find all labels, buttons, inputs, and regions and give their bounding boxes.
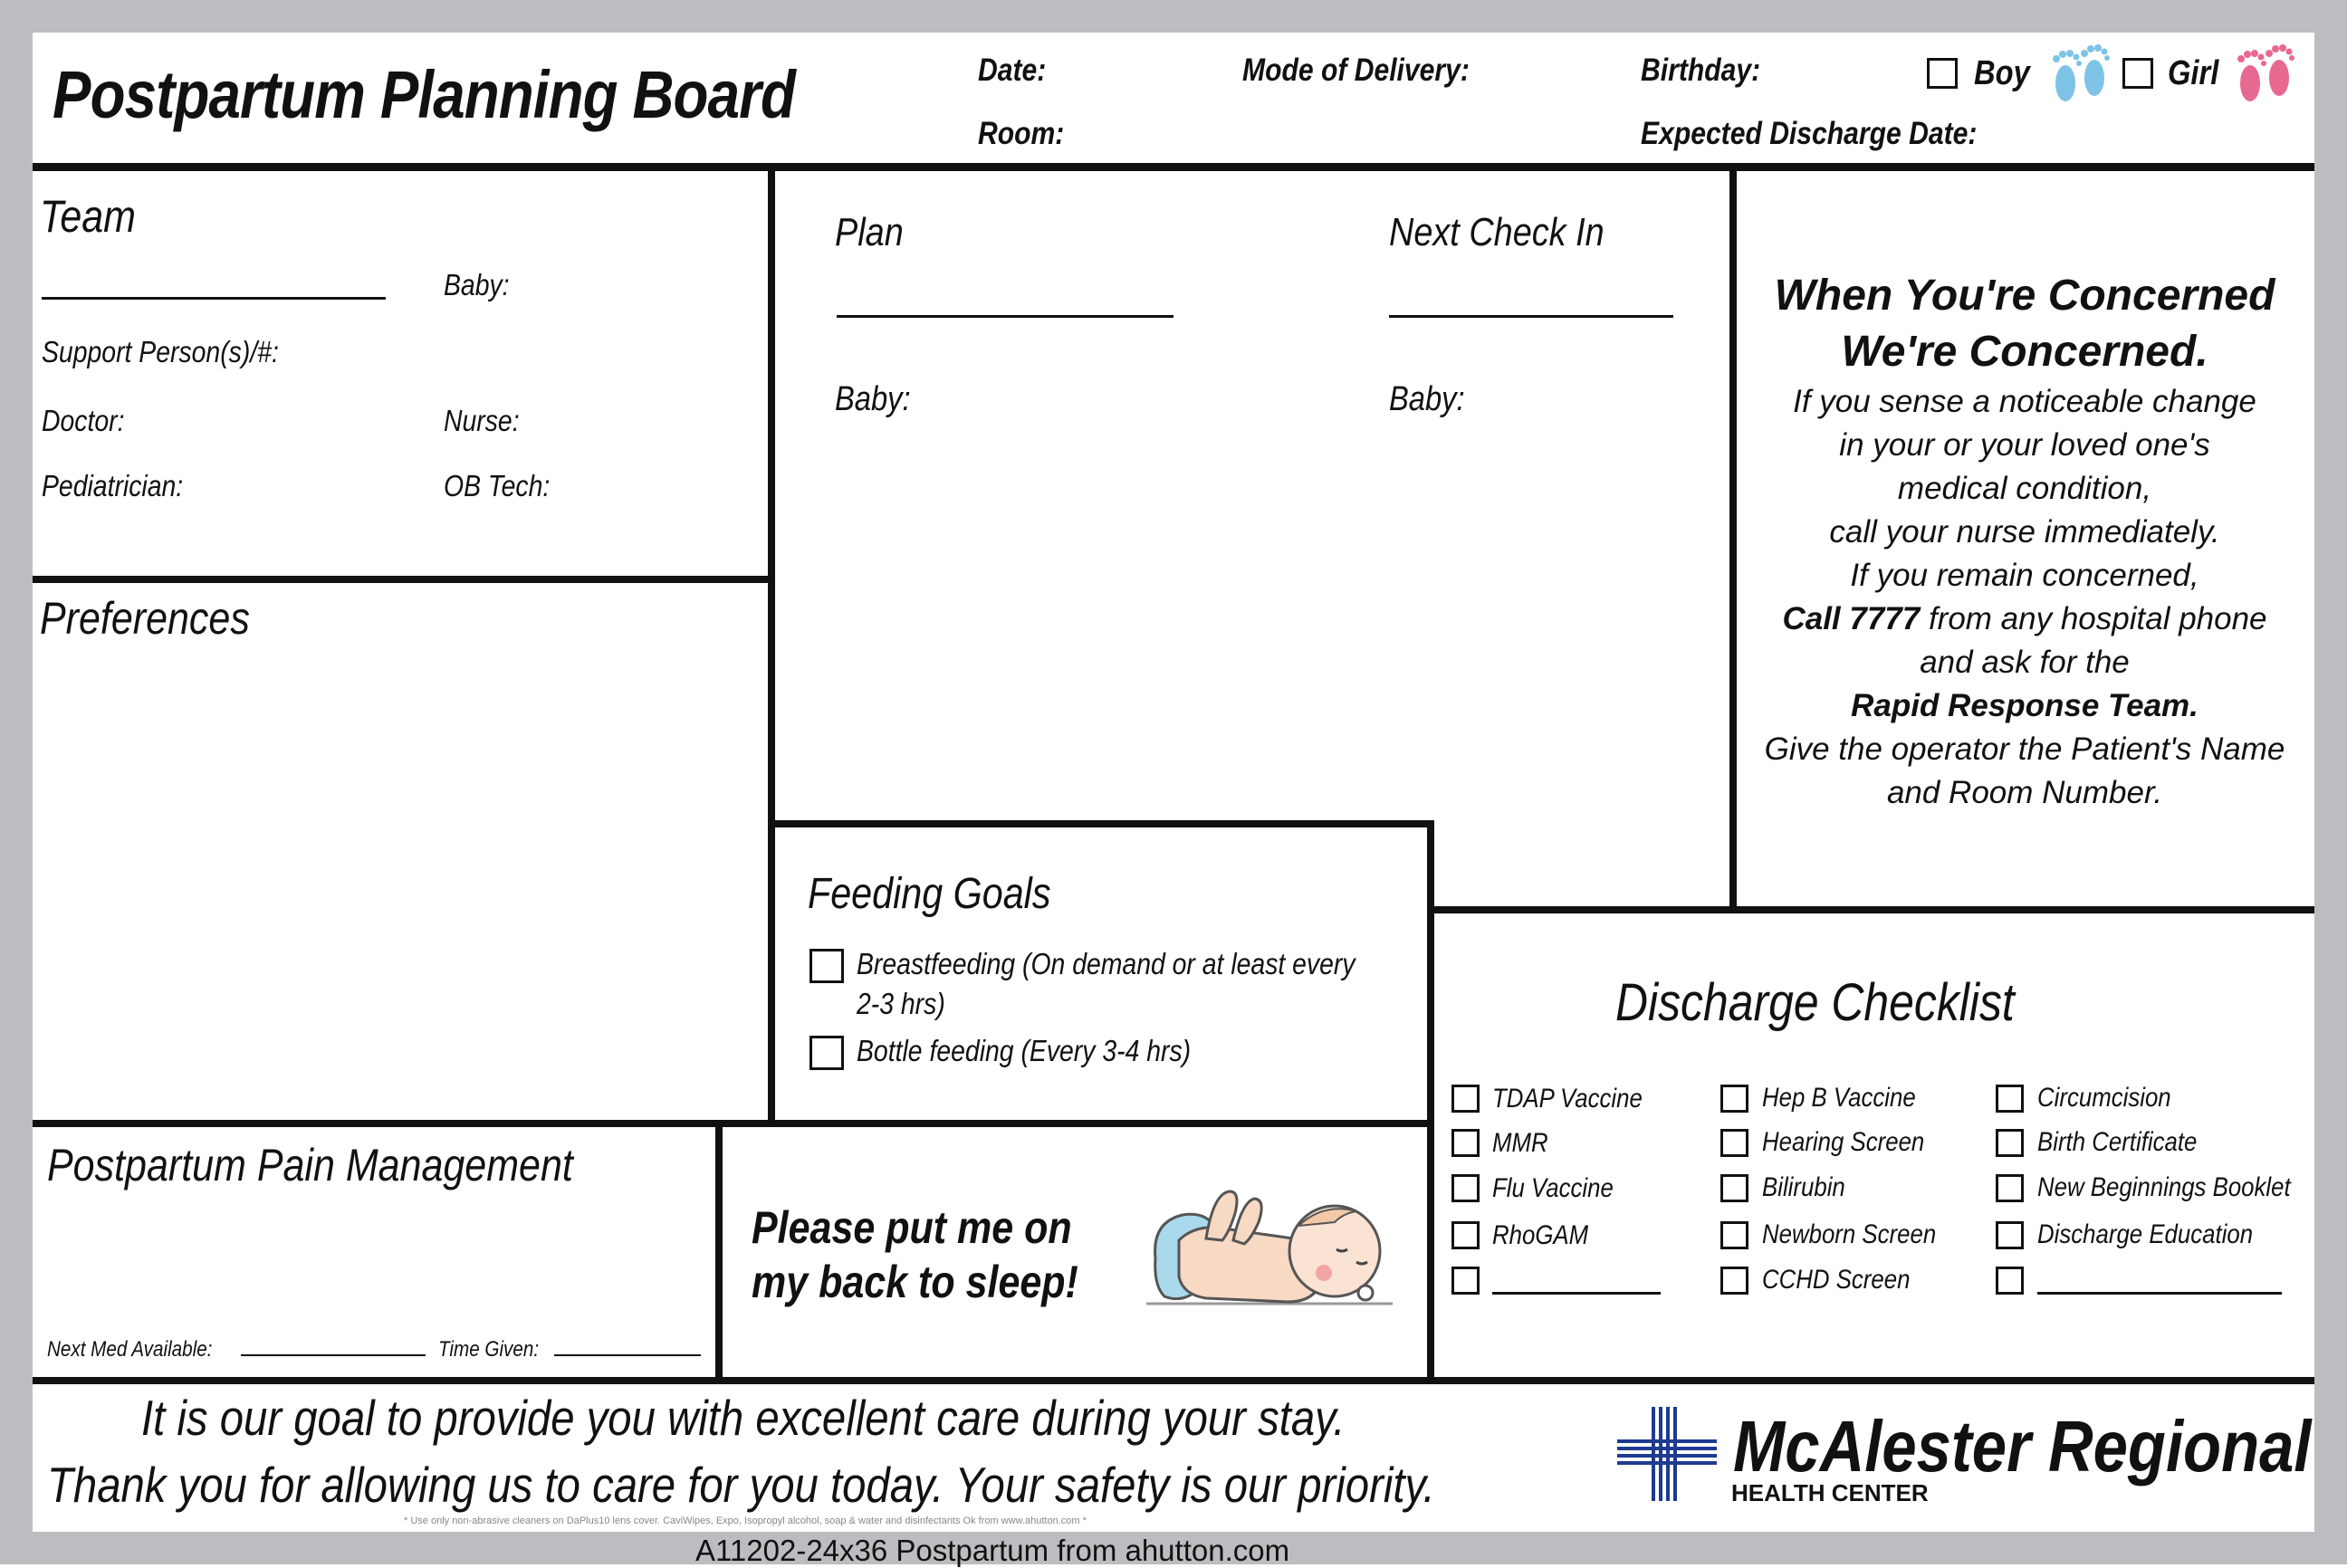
concern-line-3: medical condition, [1897, 471, 2152, 506]
next-med-blank[interactable] [241, 1354, 426, 1356]
concern-give-line1: Give the operator the Patient's Name [1764, 731, 2285, 767]
birth-certificate-label: Birth Certificate [2037, 1127, 2198, 1157]
product-code: A11202-24x36 Postpartum from ahutton.com [695, 1534, 1290, 1567]
sleep-line-2: my back to sleep! [752, 1257, 1078, 1307]
sleep-line-1: Please put me on [752, 1202, 1072, 1253]
new-beginnings-booklet-label: New Beginnings Booklet [2037, 1172, 2291, 1202]
circumcision-label: Circumcision [2037, 1083, 2171, 1113]
concern-give-line2: and Room Number. [1886, 775, 2163, 810]
preferences-title: Preferences [40, 593, 250, 644]
boy-checkbox[interactable] [1927, 58, 1958, 89]
hearing-screen-checkbox[interactable] [1720, 1129, 1748, 1157]
support-person-label: Support Person(s)/#: [42, 335, 279, 368]
breastfeeding-checkbox[interactable] [809, 949, 844, 983]
cchd-screen-checkbox[interactable] [1720, 1267, 1748, 1295]
mmr-checkbox[interactable] [1451, 1129, 1480, 1157]
next-check-baby-label: Baby: [1389, 380, 1465, 418]
concern-line-5: If you remain concerned, [1850, 558, 2199, 593]
concern-divider [1427, 906, 2314, 913]
board-title: Postpartum Planning Board [53, 57, 796, 132]
room-label: Room: [978, 116, 1065, 151]
hep-b-vaccine-label: Hep B Vaccine [1762, 1083, 1916, 1113]
date-label: Date: [978, 53, 1047, 88]
concern-notice [1739, 268, 2311, 815]
rhogam-label: RhoGAM [1492, 1220, 1589, 1250]
team-title: Team [40, 191, 136, 242]
plan-divider [775, 820, 1434, 827]
mmr-label: MMR [1492, 1128, 1548, 1158]
call-number: Call 7777 [1782, 601, 1921, 636]
time-given-label: Time Given: [438, 1337, 540, 1362]
rhogam-checkbox[interactable] [1451, 1221, 1480, 1249]
cchd-screen-label: CCHD Screen [1762, 1265, 1911, 1295]
footer-divider [33, 1377, 2314, 1384]
birth-certificate-checkbox[interactable] [1996, 1129, 2024, 1157]
concern-ask-line: and ask for the [1920, 645, 2130, 680]
left-column-divider [768, 171, 775, 1123]
mcalester-cross-logo-icon [1614, 1403, 1720, 1505]
pediatrician-label: Pediatrician: [42, 469, 184, 502]
new-beginnings-booklet-checkbox[interactable] [1996, 1174, 2024, 1202]
concern-line-1: If you sense a noticeable change [1793, 384, 2256, 419]
doctor-label: Doctor: [42, 404, 125, 437]
pain-management-title: Postpartum Pain Management [47, 1140, 573, 1190]
plan-title: Plan [835, 210, 904, 254]
flu-vaccine-label: Flu Vaccine [1492, 1173, 1614, 1203]
logo-name: McAlester Regional [1733, 1406, 2312, 1487]
plan-baby-label: Baby: [835, 380, 911, 418]
concern-call-line [1739, 598, 2311, 641]
team-baby-label: Baby: [444, 268, 510, 301]
concern-line-2: in your or your loved one's [1839, 427, 2210, 463]
logo-subtitle: HEALTH CENTER [1731, 1479, 1929, 1506]
concern-heading-line2: We're Concerned. [1841, 328, 2208, 376]
custom-item-1-checkbox[interactable] [1451, 1267, 1480, 1295]
header-divider [33, 163, 2314, 171]
breastfeeding-label-line1: Breastfeeding (On demand or at least every [857, 947, 1356, 980]
sleeping-baby-icon [1143, 1186, 1396, 1322]
bilirubin-checkbox[interactable] [1720, 1174, 1748, 1202]
expected-discharge-label: Expected Discharge Date: [1641, 116, 1978, 151]
feeding-right-divider [1427, 820, 1434, 1382]
tdap-vaccine-label: TDAP Vaccine [1492, 1084, 1643, 1114]
boy-label: Boy [1974, 54, 2030, 92]
concern-line-4: call your nurse immediately. [1829, 514, 2220, 550]
concern-heading-line1: When You're Concerned [1774, 272, 2275, 320]
custom-item-2-checkbox[interactable] [1996, 1267, 2024, 1295]
middle-divider [33, 1120, 1434, 1127]
hep-b-vaccine-checkbox[interactable] [1720, 1085, 1748, 1113]
next-check-in-title: Next Check In [1389, 210, 1605, 254]
discharge-education-checkbox[interactable] [1996, 1221, 2024, 1249]
footer-line-1: It is our goal to provide you with excellent care during your stay. [141, 1390, 1346, 1446]
boy-footprints-icon [2048, 42, 2113, 109]
girl-label: Girl [2168, 54, 2219, 92]
mode-of-delivery-label: Mode of Delivery: [1242, 53, 1470, 88]
ob-tech-label: OB Tech: [444, 469, 551, 502]
next-check-in-blank[interactable] [1389, 315, 1673, 318]
feeding-goals-title: Feeding Goals [808, 870, 1051, 918]
next-med-label: Next Med Available: [47, 1337, 213, 1362]
newborn-screen-label: Newborn Screen [1762, 1219, 1937, 1249]
bottle-feeding-label: Bottle feeding (Every 3-4 hrs) [857, 1034, 1192, 1067]
circumcision-checkbox[interactable] [1996, 1085, 2024, 1113]
team-divider [33, 576, 768, 583]
footer-line-2: Thank you for allowing us to care for you today. Your safety is our priority. [47, 1457, 1435, 1513]
custom-item-1-blank[interactable] [1492, 1292, 1661, 1295]
bottle-feeding-checkbox[interactable] [809, 1036, 844, 1070]
flu-vaccine-checkbox[interactable] [1451, 1174, 1480, 1202]
time-given-blank[interactable] [554, 1354, 701, 1356]
breastfeeding-label-line2: 2-3 hrs) [857, 987, 945, 1020]
hearing-screen-label: Hearing Screen [1762, 1127, 1925, 1157]
call-rest: from any hospital phone [1920, 601, 2267, 636]
back-to-sleep-message [752, 1200, 1078, 1309]
pain-divider [715, 1123, 723, 1382]
right-column-divider [1729, 171, 1737, 913]
discharge-education-label: Discharge Education [2037, 1219, 2254, 1249]
newborn-screen-checkbox[interactable] [1720, 1221, 1748, 1249]
birthday-label: Birthday: [1641, 53, 1761, 88]
bilirubin-label: Bilirubin [1762, 1172, 1845, 1202]
discharge-checklist-title: Discharge Checklist [1615, 973, 2015, 1032]
team-name-blank[interactable] [42, 297, 386, 300]
nurse-label: Nurse: [444, 404, 520, 437]
custom-item-2-blank[interactable] [2037, 1292, 2282, 1295]
cleaning-fine-print: * Use only non-abrasive cleaners on DaPlus10 lens cover. CaviWipes, Expo, Isopropyl alcohol, soap & water and disinfectants Ok from www.ahutton.com * [404, 1515, 1087, 1526]
rapid-response-team: Rapid Response Team. [1851, 688, 2199, 723]
girl-footprints-icon [2233, 42, 2298, 109]
tdap-vaccine-checkbox[interactable] [1451, 1085, 1480, 1113]
girl-checkbox[interactable] [2122, 58, 2153, 89]
plan-blank[interactable] [837, 315, 1174, 318]
